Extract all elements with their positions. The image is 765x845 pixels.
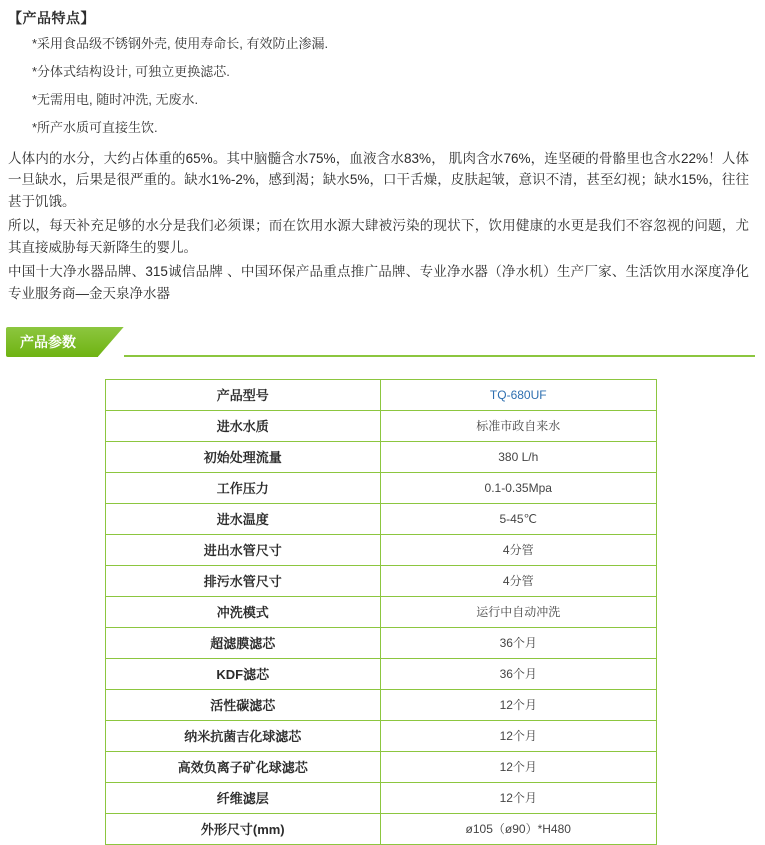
spec-label: 外形尺寸(mm) xyxy=(105,813,381,844)
spec-value: 0.1-0.35Mpa xyxy=(381,472,657,503)
table-row xyxy=(105,441,656,472)
table-row xyxy=(105,751,656,782)
spec-value: ø105（ø90）*H480 xyxy=(381,813,657,844)
spec-label: 产品型号 xyxy=(105,379,381,410)
table-row xyxy=(105,813,656,844)
spec-label: 纤维滤层 xyxy=(105,782,381,813)
spec-value: 36个月 xyxy=(381,627,657,658)
features-title: 【产品特点】 xyxy=(8,10,95,26)
spec-value: 12个月 xyxy=(381,782,657,813)
table-row xyxy=(105,658,656,689)
spec-label: 工作压力 xyxy=(105,472,381,503)
table-row xyxy=(105,627,656,658)
spec-value: 运行中自动冲洗 xyxy=(381,596,657,627)
spec-value: 12个月 xyxy=(381,720,657,751)
feature-item: *所产水质可直接生饮. xyxy=(32,119,158,135)
spec-value: 36个月 xyxy=(381,658,657,689)
table-row xyxy=(105,565,656,596)
table-row xyxy=(105,410,656,441)
params-banner xyxy=(6,327,755,357)
spec-value: 4分管 xyxy=(381,565,657,596)
spec-label: KDF滤芯 xyxy=(105,658,381,689)
spec-value: TQ-680UF xyxy=(381,379,657,410)
spec-table-wrap xyxy=(6,379,755,845)
spec-value: 标准市政自来水 xyxy=(381,410,657,441)
spec-label: 超滤膜滤芯 xyxy=(105,627,381,658)
params-banner-label: 产品参数 xyxy=(6,327,98,357)
table-row xyxy=(105,472,656,503)
feature-item: *采用食品级不锈钢外壳, 使用寿命长, 有效防止渗漏. xyxy=(32,36,329,51)
table-row xyxy=(105,720,656,751)
features-list xyxy=(6,36,755,137)
spec-label: 纳米抗菌吉化球滤芯 xyxy=(105,720,381,751)
body-paragraph: 中国十大净水器品牌、315诚信品牌 、中国环保产品重点推广品牌、专业净水器（净水机）生产厂家、生活饮用水深度净化专业服务商—金天泉净水器 xyxy=(8,263,749,301)
spec-value: 380 L/h xyxy=(381,441,657,472)
banner-slant-decoration xyxy=(98,327,124,357)
spec-value: 12个月 xyxy=(381,689,657,720)
spec-label: 冲洗模式 xyxy=(105,596,381,627)
table-row xyxy=(105,379,656,410)
spec-label: 初始处理流量 xyxy=(105,441,381,472)
spec-value: 12个月 xyxy=(381,751,657,782)
spec-label: 进水温度 xyxy=(105,503,381,534)
spec-label: 活性碳滤芯 xyxy=(105,689,381,720)
table-row xyxy=(105,596,656,627)
banner-rule xyxy=(124,355,755,357)
body-paragraph: 所以，每天补充足够的水分是我们必须课；而在饮用水源大肆被污染的现状下，饮用健康的水更是我们不容忽视的问题，尤其直接威胁每天新降生的婴儿。 xyxy=(8,218,749,255)
spec-label: 进水水质 xyxy=(105,410,381,441)
spec-label: 高效负离子矿化球滤芯 xyxy=(105,751,381,782)
spec-value: 5-45℃ xyxy=(381,503,657,534)
spec-value: 4分管 xyxy=(381,534,657,565)
spec-label: 排污水管尺寸 xyxy=(105,565,381,596)
spec-table xyxy=(105,379,657,845)
body-paragraph: 人体内的水分，大约占体重的65%。其中脑髓含水75%，血液含水83%， 肌肉含水76%，连坚硬的骨骼里也含水22%！人体一旦缺水，后果是很严重的。缺水1%-2%，感到渴；缺水5%，口干舌燥，皮肤起皱，意识不清，甚至幻视；缺水15%，往往甚于饥饿。 xyxy=(8,150,749,210)
feature-item: *分体式结构设计, 可独立更换滤芯. xyxy=(32,63,230,79)
feature-item: *无需用电, 随时冲洗, 无废水. xyxy=(32,91,199,107)
table-row xyxy=(105,782,656,813)
table-row xyxy=(105,503,656,534)
table-row xyxy=(105,534,656,565)
spec-label: 进出水管尺寸 xyxy=(105,534,381,565)
